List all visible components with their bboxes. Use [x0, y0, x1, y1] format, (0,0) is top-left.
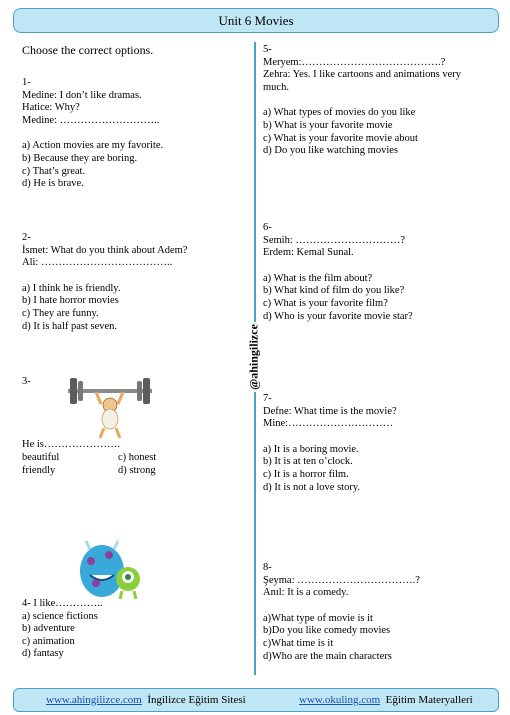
dialogue-line: Hatice: Why?: [22, 102, 80, 114]
dialogue-line: Meryem:………………………………….?: [263, 56, 446, 68]
dialogue-line: İsmet: What do you think about Adem?: [22, 244, 188, 256]
question-number: 5-: [263, 44, 272, 55]
question-number: 2-: [22, 232, 31, 243]
option-c[interactable]: c) That’s great.: [22, 165, 86, 177]
option-b[interactable]: b) What kind of film do you like?: [263, 285, 405, 297]
option-c[interactable]: c) What is your favorite film?: [263, 297, 388, 309]
option-d[interactable]: d) Who is your favorite movie star?: [263, 310, 413, 322]
option-b[interactable]: b) adventure: [22, 623, 75, 635]
question-7: [263, 393, 397, 494]
option-d[interactable]: d) Do you like watching movies: [263, 145, 399, 157]
option-a[interactable]: beautiful: [22, 452, 60, 463]
option-b[interactable]: b) I hate horror movies: [22, 295, 119, 307]
dialogue-line: Şeyma: …………………………….?: [263, 574, 420, 586]
weightlifter-cartoon-icon: [60, 372, 160, 440]
question-number: 8-: [263, 562, 272, 573]
monsters-inc-characters-icon: [76, 537, 144, 601]
option-d[interactable]: d) It is not a love story.: [263, 481, 361, 493]
question-4: [22, 598, 103, 661]
question-2: [22, 232, 187, 333]
question-number: 3-: [22, 376, 31, 387]
option-a[interactable]: a) science fictions: [22, 610, 98, 622]
option-d[interactable]: d) strong: [118, 465, 156, 476]
option-a[interactable]: a) Action movies are my favorite.: [22, 140, 164, 152]
watermark-text: @ahingilizce: [246, 324, 261, 390]
option-c[interactable]: c) It is a horror film.: [263, 468, 349, 480]
option-c[interactable]: c) animation: [22, 635, 75, 647]
dialogue-line: Zehra: Yes. I like cartoons and animations very: [263, 69, 461, 81]
option-b[interactable]: b) Because they are boring.: [22, 152, 138, 164]
option-a[interactable]: a) I think he is friendly.: [22, 282, 121, 294]
option-d[interactable]: d) It is half past seven.: [22, 320, 118, 332]
option-a[interactable]: a) It is a boring movie.: [263, 443, 359, 455]
option-c[interactable]: c) honest: [118, 452, 157, 463]
dialogue-line: Semih: …………………………?: [263, 234, 406, 246]
option-b[interactable]: b) It is at ten o’clock.: [263, 456, 353, 468]
question-5: [263, 44, 461, 158]
question-8: [263, 562, 420, 663]
okuling-link[interactable]: www.okuling.com: [299, 694, 381, 706]
footer-left-text: İngilizce Eğitim Sitesi: [147, 694, 246, 706]
option-d[interactable]: d) fantasy: [22, 648, 64, 660]
option-a[interactable]: a) What is the film about?: [263, 272, 373, 284]
watermark: [243, 322, 265, 392]
dialogue-line: Erdem: Kemal Sunal.: [263, 247, 354, 259]
option-a[interactable]: a) What types of movies do you like: [263, 107, 416, 119]
option-d[interactable]: d) He is brave.: [22, 178, 84, 190]
question-number: 1-: [22, 77, 31, 88]
question-number: 6-: [263, 222, 272, 233]
option-c[interactable]: c) They are funny.: [22, 307, 99, 319]
option-c[interactable]: c)What time is it: [263, 637, 334, 649]
page-footer: [13, 688, 499, 712]
question-number: 7-: [263, 393, 272, 404]
option-b[interactable]: friendly: [22, 465, 56, 476]
option-c[interactable]: c) What is your favorite movie about: [263, 132, 418, 144]
question-1: [22, 77, 163, 191]
dialogue-line: much.: [263, 81, 289, 93]
dialogue-line: Medine: I don’t like dramas.: [22, 89, 142, 101]
instruction: Choose the correct options.: [22, 43, 154, 57]
option-a[interactable]: a)What type of movie is it: [263, 612, 373, 624]
footer-right-text: Eğitim Materyalleri: [385, 694, 473, 706]
ahingilizce-link[interactable]: www.ahingilizce.com: [46, 694, 142, 706]
option-b[interactable]: b)Do you like comedy movies: [263, 625, 391, 637]
page-header: [13, 8, 499, 33]
dialogue-line: Mine:…………………………: [263, 418, 394, 430]
dialogue-line: Medine: ………………………..: [22, 114, 160, 126]
question-line: He is………………….: [22, 439, 120, 450]
dialogue-line: Anıl: It is a comedy.: [263, 587, 349, 599]
dialogue-line: Defne: What time is the movie?: [263, 405, 397, 417]
option-b[interactable]: b) What is your favorite movie: [263, 119, 393, 131]
question-line: 4- I like…………..: [22, 598, 103, 609]
dialogue-line: Ali: ………………………………..: [22, 257, 173, 269]
question-3: [22, 439, 120, 452]
question-6: [263, 222, 413, 323]
option-d[interactable]: d)Who are the main characters: [263, 650, 392, 662]
unit-title: Unit 6 Movies: [218, 12, 294, 28]
